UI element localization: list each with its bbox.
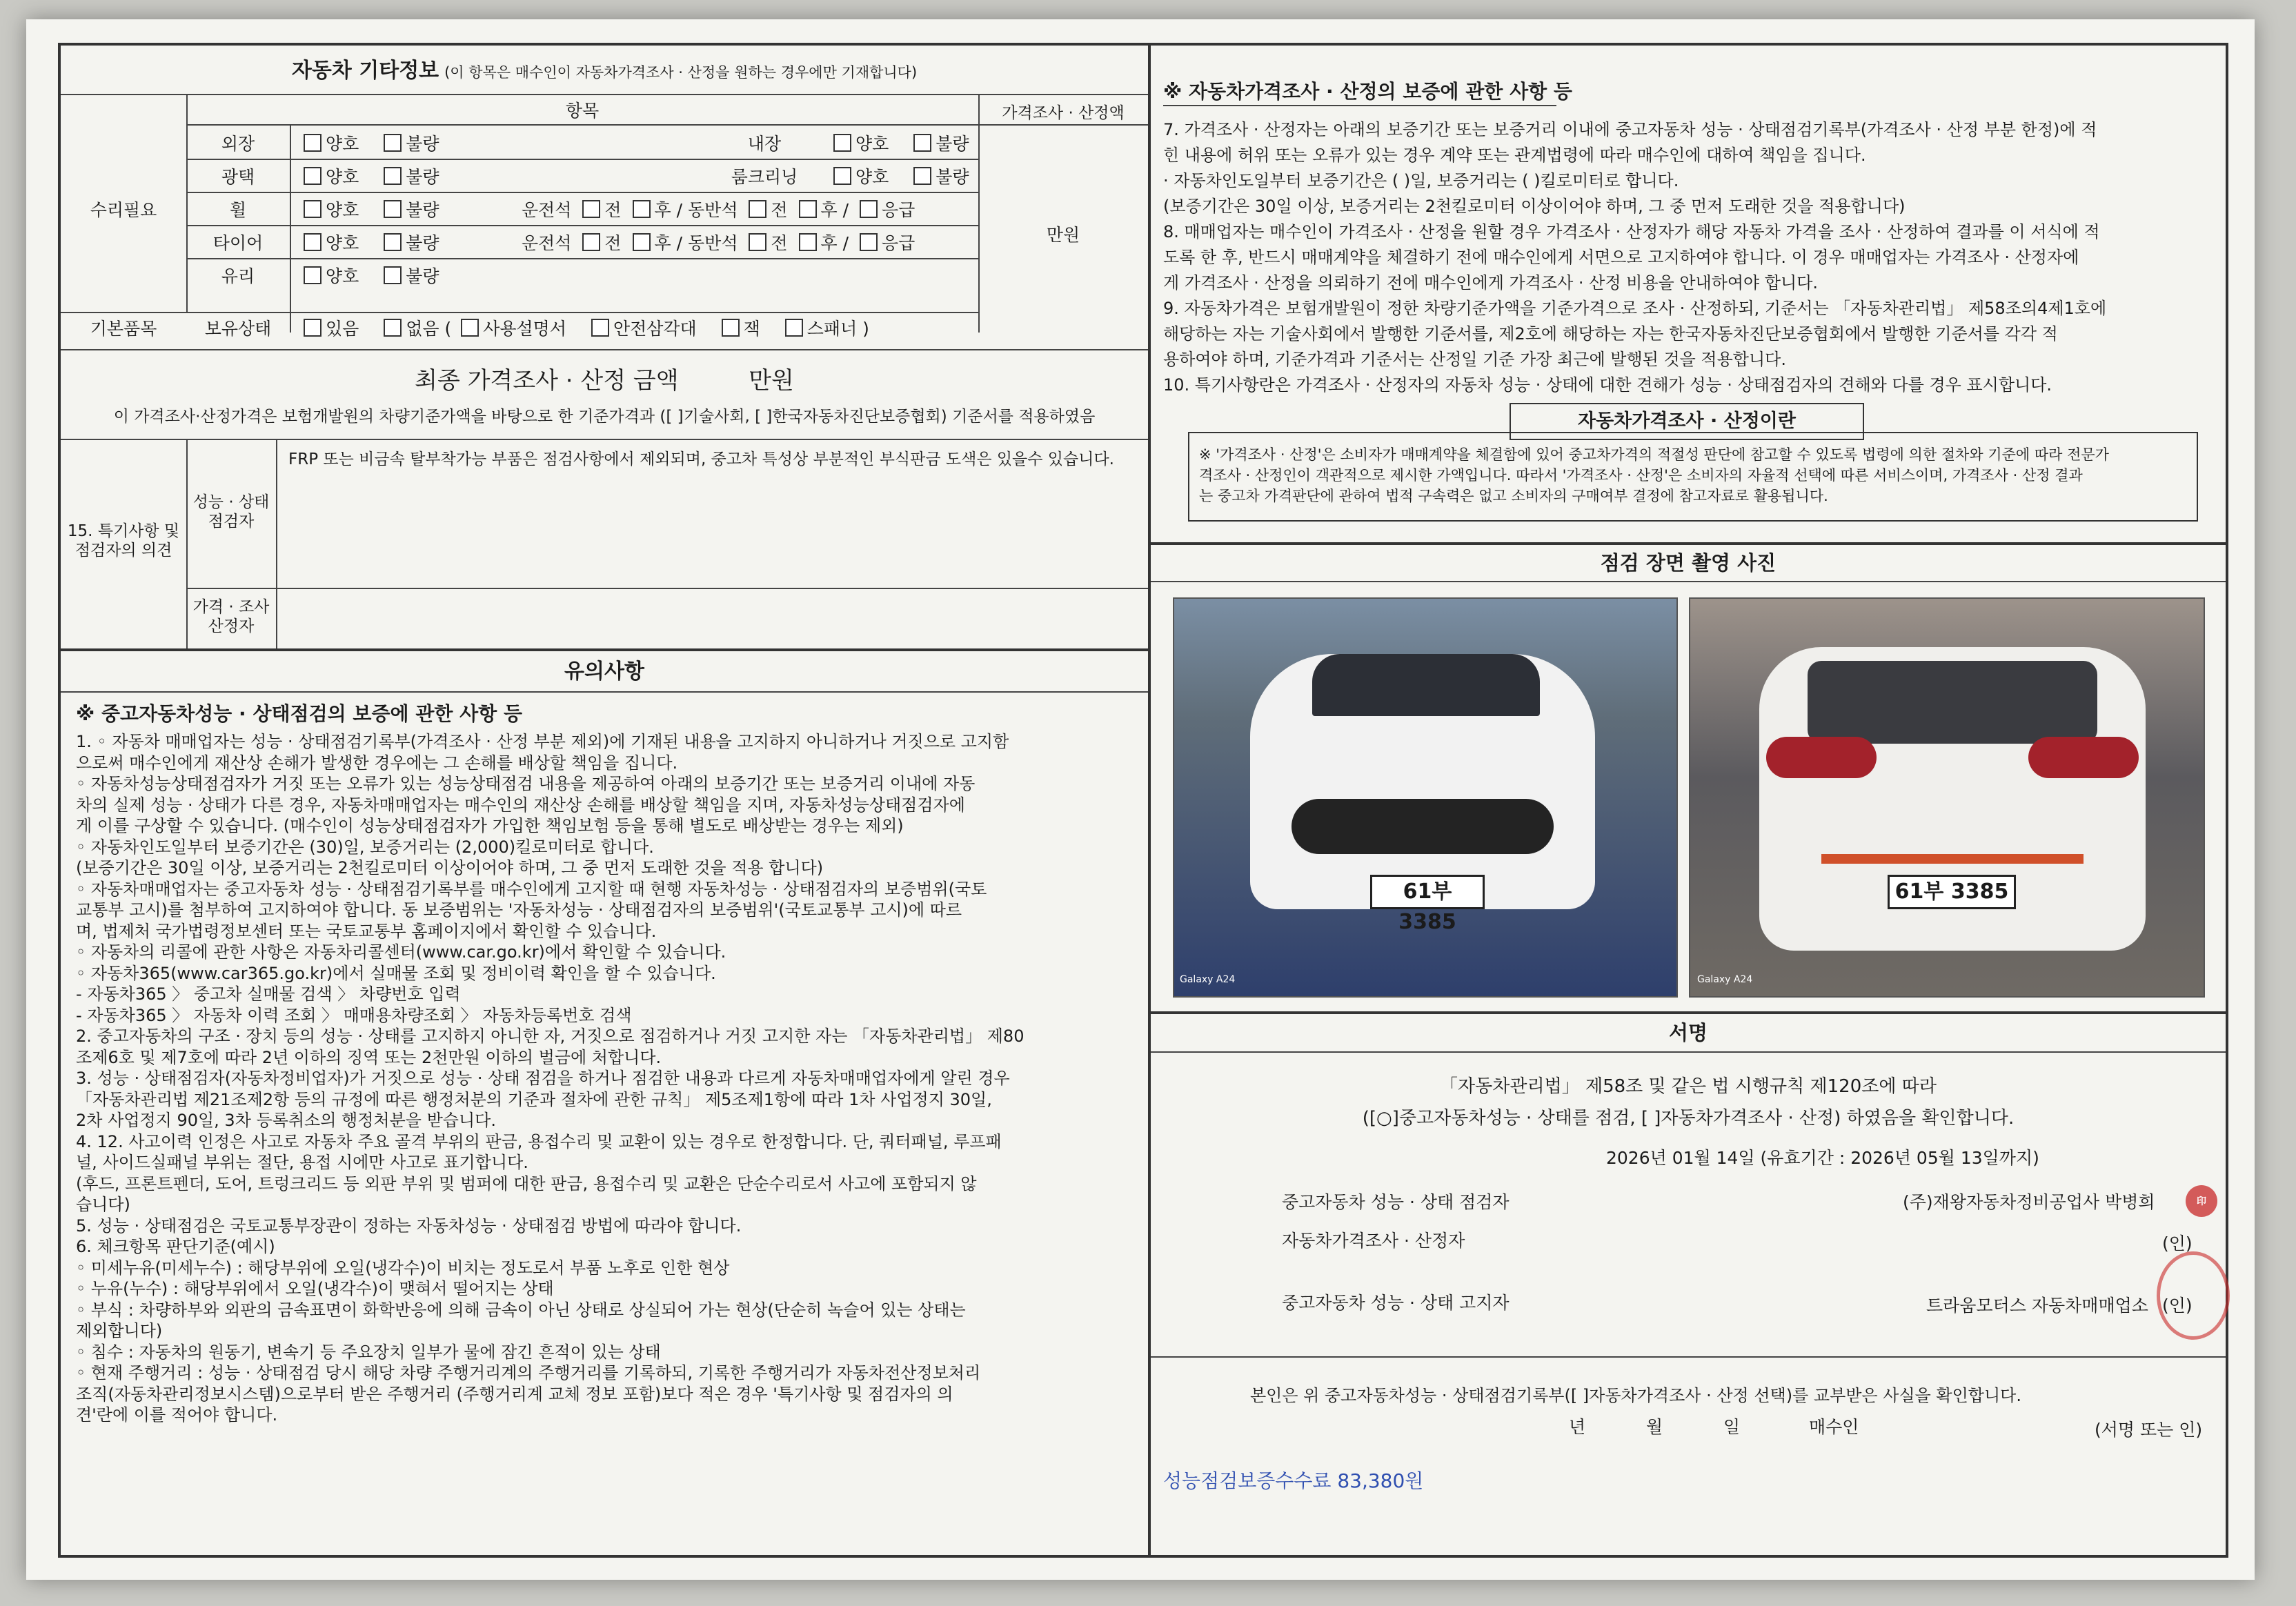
exterior-good-checkbox[interactable] <box>304 134 321 152</box>
appraiser-seal: (인) <box>2162 1233 2193 1253</box>
other-info-title: 자동차 기타정보 <box>291 59 439 83</box>
notice-line: 게 이를 구상할 수 있습니다. (매수인이 성능상태점검자가 가입한 책임보험 등을 통해 별도로 배상받는 경우는 제외) <box>76 816 904 835</box>
price-warranty-line: 7. 가격조사 · 산정자는 아래의 보증기간 또는 보증거리 이내에 중고자동차 성능 · 상태점검기록부(가격조사 · 산정 부분 한정)에 적 <box>1163 120 2097 139</box>
notifier-label: 중고자동차 성능 · 상태 고지자 <box>1282 1293 1510 1313</box>
perf-inspector-label-2: 점검자 <box>208 513 255 531</box>
price-warranty-line: 해당하는 자는 기술사회에서 발행한 기준서를, 제2호에 해당하는 자는 한국자동차진단보증협회에서 발행한 기준서를 각각 적 <box>1163 324 2058 344</box>
receipt-line: 본인은 위 중고자동차성능 · 상태점검기록부([ ]자동차가격조사 · 산정 선택)를 교부받은 사실을 확인합니다. <box>1250 1386 2021 1405</box>
notice-line: 조직(자동차관리정보시스템)으로부터 받은 주행거리 (주행거리계 교체 정보 포함)보다 적은 경우 '특기사항 및 점검자의 의 <box>76 1384 953 1404</box>
row-gloss-label: 광택 <box>221 167 255 187</box>
room-cleaning-good-checkbox[interactable] <box>833 167 851 185</box>
sign-line-1: 「자동차관리법」 제58조 및 같은 법 시행규칙 제120조에 따라 <box>1440 1076 1937 1097</box>
row-interior-label: 내장 <box>747 134 782 154</box>
manual-checkbox[interactable] <box>461 319 479 337</box>
notice-line: 2. 중고자동차의 구조 · 장치 등의 성능 · 상태를 고지하지 아니한 자, 거짓으로 점검하거나 거짓 고지한 자는 「자동차관리법」 제80 <box>76 1027 1025 1046</box>
final-price-label: 최종 가격조사 · 산정 금액 <box>415 367 679 395</box>
row-room-cleaning-label: 룸크리닝 <box>731 167 798 187</box>
left-column <box>61 46 1151 1555</box>
gloss-good-checkbox[interactable] <box>304 167 321 185</box>
interior-good-checkbox[interactable] <box>833 134 851 152</box>
receipt-day: 일 <box>1723 1417 1741 1437</box>
wheel-emergency-checkbox[interactable] <box>860 200 878 218</box>
wheel-passenger-front-checkbox[interactable] <box>749 200 766 218</box>
front-grille <box>1292 799 1554 854</box>
notice-line: - 자동차365 〉 중고차 실매물 검색 〉 차량번호 입력 <box>76 984 461 1004</box>
tire-passenger-front-checkbox[interactable] <box>749 233 766 251</box>
notice-line: 4. 12. 사고이력 인정은 사고로 자동차 주요 골격 부위의 판금, 용접수리 및 교환이 있는 경우로 한정합니다. 단, 쿼터패널, 루프패 <box>76 1131 1002 1151</box>
notice-line: ◦ 부식 : 차량하부와 외판의 금속표면이 화학반응에 의해 금속이 아닌 상태로 상실되어 가는 현상(단순히 녹슬어 있는 상태는 <box>76 1300 966 1320</box>
notice-line: - 자동차365 〉 자동차 이력 조회 〉 매매용차량조회 〉 자동차등록번호 검색 <box>76 1005 632 1025</box>
spanner-checkbox[interactable] <box>785 319 803 337</box>
price-warranty-title: ※ 자동차가격조사 · 산정의 보증에 관한 사항 등 <box>1163 80 1572 103</box>
notice-line: 차의 실제 성능 · 상태가 다른 경우, 자동차매매업자는 매수인의 재산상 손해를 배상할 책임을 지며, 자동차성능상태점검자에 <box>76 795 965 815</box>
rear-camera-tag: Galaxy A24 <box>1697 974 1753 985</box>
notice-line: ◦ 자동차인도일부터 보증기간은 (30)일, 보증거리는 (2,000)킬로미터로 합니다. <box>76 837 654 857</box>
tire-driver-front-checkbox[interactable] <box>582 233 600 251</box>
notifier-name: 트라움모터스 자동차매매업소 <box>1926 1296 2148 1316</box>
definition-box <box>1188 432 2198 522</box>
notice-lines <box>76 731 1138 1426</box>
sign-line-2: ([○]중고자동차성능 · 상태를 점검, [ ]자동차가격조사 · 산정) 하였음을 확인합니다. <box>1362 1108 2015 1129</box>
receipt-year: 년 <box>1569 1417 1586 1437</box>
gloss-bad-checkbox[interactable] <box>384 167 402 185</box>
tire-driver-rear-checkbox[interactable] <box>633 233 651 251</box>
notice-line: 널, 사이드실패널 부위는 절단, 용접 시에만 사고로 표기합니다. <box>76 1153 528 1172</box>
notifier-seal: (인) <box>2162 1296 2193 1316</box>
room-cleaning-bad-checkbox[interactable] <box>913 167 931 185</box>
perf-inspector-text: FRP 또는 비금속 탈부착가능 부품은 점검사항에서 제외되며, 중고차 특성상 부분적인 부식판금 도색은 있을수 있습니다. <box>288 450 1114 468</box>
form-frame <box>58 43 2228 1558</box>
notice-line: 조제6호 및 제7호에 따라 2년 이하의 징역 또는 2천만원 이하의 벌금에 처합니다. <box>76 1047 662 1067</box>
definition-line: ※ '가격조사 · 산정'은 소비자가 매매계약을 체결함에 있어 중고차가격의 적절성 판단에 참고할 수 있도록 법령에 의한 절차와 기준에 따라 전문가 <box>1199 446 2109 463</box>
rear-car-photo <box>1689 597 2205 998</box>
buyer-label: 매수인 <box>1809 1417 1859 1437</box>
notice-title: 유의사항 <box>564 660 644 684</box>
rear-plate: 61부 3385 <box>1888 875 2016 909</box>
tire-options: 양호 불량 <box>304 233 459 254</box>
notice-line: 1. ◦ 자동차 매매업자는 성능 · 상태점검기록부(가격조사 · 산정 부분 제외)에 기재된 내용을 고지하지 아니하거나 거짓으로 고지함 <box>76 732 1009 751</box>
definition-lines <box>1199 444 2109 506</box>
special-notes-label-2: 점검자의 의견 <box>75 542 172 559</box>
notice-line: 3. 성능 · 상태점검자(자동차정비업자)가 거짓으로 성능 · 상태 점검을 하거나 점검한 내용과 다르게 자동차매매업자에게 알린 경우 <box>76 1069 1010 1088</box>
notice-line: ◦ 자동차성능상태점검자가 거짓 또는 오류가 있는 성능상태점검 내용을 제공하여 아래의 보증기간 또는 보증거리 이내에 자동 <box>76 774 976 793</box>
special-notes-label-1: 15. 특기사항 및 <box>67 522 180 540</box>
right-column <box>1151 46 2226 1555</box>
notice-line: 「자동차관리법 제21조제2항 등의 규정에 따른 행정처분의 기준과 절차에 관한 규칙」 제5조제1항에 따라 1차 사업정지 30일, <box>76 1089 992 1109</box>
warranty-fee: 성능점검보증수수료 83,380원 <box>1163 1469 1424 1492</box>
exterior-options: 양호 불량 <box>304 134 459 155</box>
inspector-label: 중고자동차 성능 · 상태 점검자 <box>1282 1192 1510 1212</box>
price-standard-note: 이 가격조사·산정가격은 보험개발원의 차량기준가액을 바탕으로 한 기준가격과 ([ ]기술사회, [ ]한국자동차진단보증협회) 기준서를 적용하였음 <box>113 408 1096 426</box>
wheel-position-options: 운전석 전 후 / 동반석 전 후 / 응급 <box>522 200 916 220</box>
notice-line: ◦ 자동차365(www.car365.go.kr)에서 실매물 조회 및 정비이력 확인을 할 수 있습니다. <box>76 963 716 983</box>
tire-position-options: 운전석 전 후 / 동반석 전 후 / 응급 <box>522 233 916 253</box>
row-tire-label: 타이어 <box>212 233 264 253</box>
gloss-options: 양호 불량 <box>304 167 459 188</box>
interior-options: 양호 불량 <box>833 134 989 155</box>
notice-line: 2차 사업정지 90일, 3차 등록취소의 행정처분을 받습니다. <box>76 1111 496 1130</box>
wheel-driver-front-checkbox[interactable] <box>582 200 600 218</box>
tire-bad-checkbox[interactable] <box>384 233 402 251</box>
definition-line: 격조사 · 산정인이 객관적으로 제시한 가액입니다. 따라서 '가격조사 · 산정'은 소비자의 자율적 선택에 따른 서비스이며, 가격조사 · 산정 결과 <box>1199 467 2083 484</box>
repair-needed-label: 수리필요 <box>90 200 157 220</box>
notice-line: ◦ 자동차매매업자는 중고자동차 성능 · 상태점검기록부를 매수인에게 고지할 때 현행 자동차성능 · 상태점검자의 보증범위(국토 <box>76 879 987 899</box>
notice-line: (후드, 프론트펜더, 도어, 트렁크리드 등 외판 부위 및 범퍼에 대한 판금, 용접수리 및 교환은 단순수리로서 사고에 포함되지 않 <box>76 1173 977 1193</box>
row-wheel-label: 휠 <box>229 200 247 220</box>
notice-line: 교통부 고시)를 첨부하여 고지하여야 합니다. 동 보증범위는 '자동차성능 · 상태점검자의 보증범위'(국토교통부 고시)에 따르 <box>76 900 962 920</box>
photo-title: 점검 장면 촬영 사진 <box>1600 551 1777 575</box>
perf-inspector-label-1: 성능 · 상태 <box>192 493 270 511</box>
inspector-name: (주)재왕자동차정비공업사 박병희 <box>1903 1192 2155 1212</box>
wheel-passenger-rear-checkbox[interactable] <box>799 200 817 218</box>
triangle-checkbox[interactable] <box>591 319 609 337</box>
receipt-month: 월 <box>1646 1417 1663 1437</box>
room-cleaning-options: 양호 불량 <box>833 167 989 188</box>
final-price-unit: 만원 <box>749 367 794 395</box>
price-warranty-line: 8. 매매업자는 매수인이 가격조사 · 산정을 원할 경우 가격조사 · 산정자가 해당 자동차 가격을 조사 · 산정하여 결과를 이 서식에 적 <box>1163 222 2100 241</box>
notice-line: 제외합니다) <box>76 1321 163 1340</box>
wheel-options: 양호 불량 <box>304 200 459 221</box>
has-items-checkbox[interactable] <box>304 319 321 337</box>
price-warranty-line: 도록 한 후, 반드시 매매계약을 체결하기 전에 매수인에게 서면으로 고지하여야 합니다. 이 경우 매매업자는 가격조사 · 산정자에 <box>1163 248 2079 267</box>
price-warranty-line: · 자동차인도일부터 보증기간은 ( )일, 보증거리는 ( )킬로미터로 합니다. <box>1163 171 1679 190</box>
inspector-seal-stamp: 印 <box>2186 1185 2217 1217</box>
notice-line: ◦ 자동차의 리콜에 관한 사항은 자동차리콜센터(www.car.go.kr)에서 확인할 수 있습니다. <box>76 942 726 962</box>
jack-checkbox[interactable] <box>722 319 740 337</box>
tire-passenger-rear-checkbox[interactable] <box>799 233 817 251</box>
no-items-checkbox[interactable] <box>384 319 402 337</box>
price-unit: 만원 <box>1046 225 1080 245</box>
glass-bad-checkbox[interactable] <box>384 266 402 284</box>
notice-line: ◦ 침수 : 자동차의 원동기, 변속기 등 주요장치 일부가 물에 잠긴 흔적이 있는 상태 <box>76 1342 661 1362</box>
price-warranty-line: 힌 내용에 허위 또는 오류가 있는 경우 계약 또는 관계법령에 따라 매수인에 대하여 책임을 집니다. <box>1163 146 1866 165</box>
tire-good-checkbox[interactable] <box>304 233 321 251</box>
price-warranty-lines <box>1163 117 2219 398</box>
wheel-bad-checkbox[interactable] <box>384 200 402 218</box>
row-glass-label: 유리 <box>221 266 255 286</box>
sign-or-seal: (서명 또는 인) <box>2095 1420 2203 1440</box>
interior-bad-checkbox[interactable] <box>913 134 931 152</box>
holding-status-label: 보유상태 <box>204 319 272 339</box>
sign-date: 2026년 01월 14일 (유효기간 : 2026년 05월 13일까지) <box>1606 1148 2039 1168</box>
document-paper <box>26 19 2255 1580</box>
notice-line: ◦ 누유(누수) : 해당부위에서 오일(냉각수)이 맺혀서 떨어지는 상태 <box>76 1279 554 1298</box>
front-car-photo <box>1173 597 1678 998</box>
definition-title: 자동차가격조사 · 산정이란 <box>1578 410 1796 432</box>
wheel-driver-rear-checkbox[interactable] <box>633 200 651 218</box>
price-warranty-line: (보증기간은 30일 이상, 보증거리는 2천킬로미터 이상이어야 하며, 그 중 먼저 도래한 것을 적용합니다) <box>1163 197 1906 216</box>
warranty-title: ※ 중고자동차성능 · 상태점검의 보증에 관한 사항 등 <box>76 702 523 725</box>
definition-line: 는 중고차 가격판단에 관하여 법적 구속력은 없고 소비자의 구매여부 결정에 참고자료로 활용됩니다. <box>1199 488 1828 504</box>
front-camera-tag: Galaxy A24 <box>1180 974 1236 985</box>
notice-line: ◦ 미세누유(미세누수) : 해당부위에 오일(냉각수)이 비치는 정도로서 부품 노후로 인한 현상 <box>76 1258 730 1278</box>
notice-line: 견'란에 이를 적어야 합니다. <box>76 1405 278 1425</box>
notice-line: 습니다) <box>76 1195 130 1214</box>
front-plate: 61부 3385 <box>1370 875 1485 909</box>
dealer-seal-stamp <box>2157 1251 2230 1340</box>
tire-emergency-checkbox[interactable] <box>860 233 878 251</box>
glass-options: 양호 불량 <box>304 266 459 287</box>
other-info-note: (이 항목은 매수인이 자동차가격조사 · 산정을 원하는 경우에만 기재합니다) <box>444 64 918 81</box>
glass-good-checkbox[interactable] <box>304 266 321 284</box>
price-warranty-line: 10. 특기사항란은 가격조사 · 산정자의 자동차 성능 · 상태에 대한 견해가 성능 · 상태점검자의 견해와 다를 경우 표시합니다. <box>1163 375 2052 395</box>
price-appraiser-label-2: 산정자 <box>208 617 255 635</box>
notice-line: 6. 체크항목 판단기준(예시) <box>76 1237 275 1256</box>
appraiser-label: 자동차가격조사 · 산정자 <box>1282 1231 1465 1251</box>
signature-title: 서명 <box>1668 1021 1708 1044</box>
basic-items-label: 기본품목 <box>90 319 157 339</box>
price-warranty-line: 용하여야 하며, 기준가격과 기준서는 산정일 기준 가장 최근에 발행된 것을 적용합니다. <box>1163 350 1786 369</box>
notice-line: ◦ 현재 주행거리 : 성능 · 상태점검 당시 해당 차량 주행거리계의 주행거리를 기록하되, 기록한 주행거리가 자동차전산정보처리 <box>76 1363 981 1382</box>
notice-line: 5. 성능 · 상태점검은 국토교통부장관이 정하는 자동차성능 · 상태점검 방법에 따라야 합니다. <box>76 1216 742 1236</box>
final-price-row <box>61 367 1148 395</box>
basic-items-options: 있음 없음 ( 사용설명서 안전삼각대 잭 스패너 ) <box>304 319 889 339</box>
col-item-header: 항목 <box>565 101 600 121</box>
col-price-header: 가격조사 · 산정액 <box>1002 104 1125 122</box>
price-warranty-line: 9. 자동차가격은 보험개발원이 정한 차량기준가액을 기준가격으로 조사 · 산정하되, 기준서는 「자동차관리법」 제58조의4제1호에 <box>1163 299 2107 318</box>
price-warranty-line: 게 가격조사 · 산정을 의뢰하기 전에 매수인에게 가격조사 · 산정 비용을 안내하여야 합니다. <box>1163 273 1819 293</box>
notice-line: 으로써 매수인에게 재산상 손해가 발생한 경우에는 그 손해를 배상할 책임을 집니다. <box>76 753 678 773</box>
notice-line: (보증기간은 30일 이상, 보증거리는 2천킬로미터 이상이어야 하며, 그 중 먼저 도래한 것을 적용 합니다) <box>76 858 824 878</box>
wheel-good-checkbox[interactable] <box>304 200 321 218</box>
exterior-bad-checkbox[interactable] <box>384 134 402 152</box>
notice-line: 며, 법제처 국가법령정보센터 또는 국토교통부 홈페이지에서 확인할 수 있습니다. <box>76 921 657 941</box>
other-info-title-row <box>61 61 1148 83</box>
row-exterior-label: 외장 <box>221 134 255 154</box>
price-appraiser-label-1: 가격 · 조사 <box>192 598 270 616</box>
